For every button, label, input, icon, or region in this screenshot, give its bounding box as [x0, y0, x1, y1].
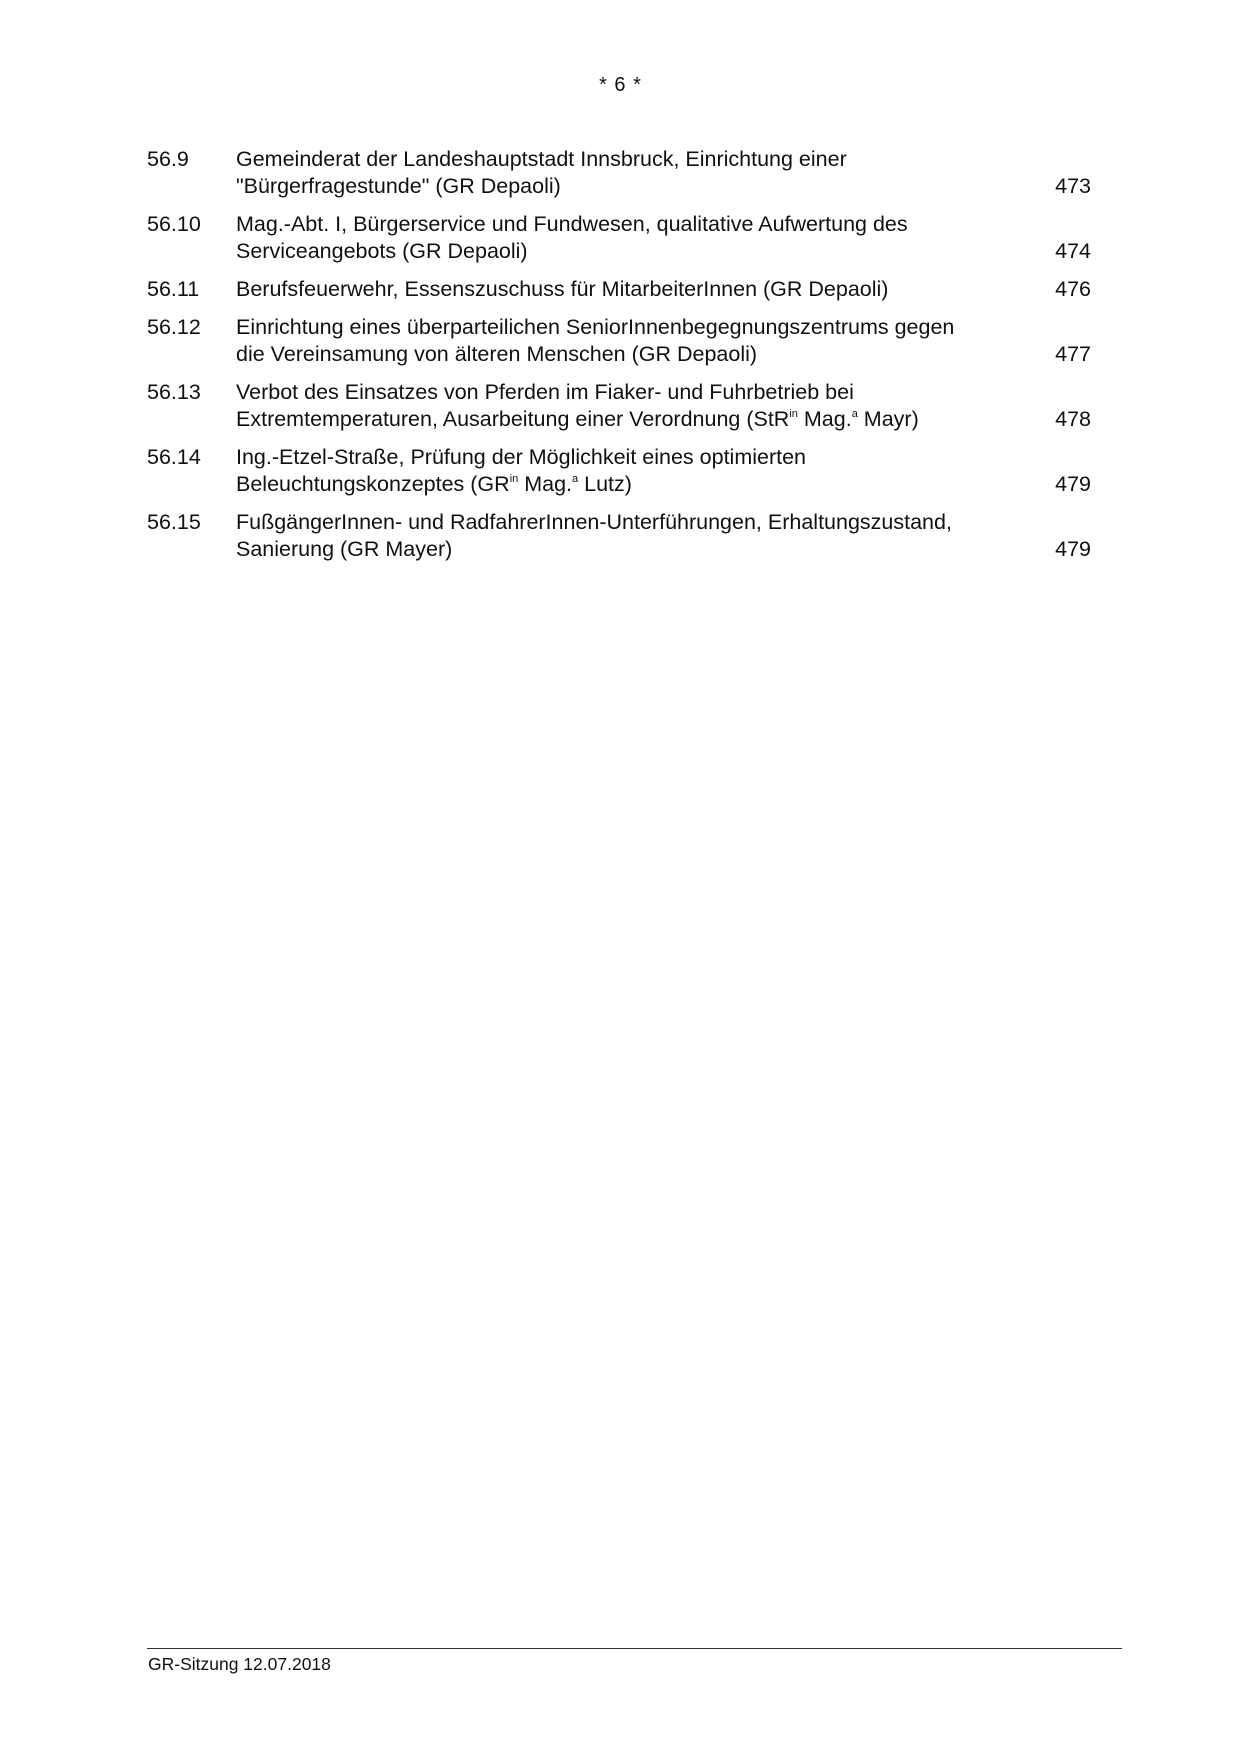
toc-entry-title: FußgängerInnen- und RadfahrerInnen-Unterführungen, Erhaltungszustand, Sanierung (GR Mayer): [236, 510, 952, 561]
toc-entry-number: 56.13: [147, 380, 201, 404]
toc-entry-page: 478: [1055, 407, 1091, 431]
page-number: * 6 *: [599, 74, 642, 96]
toc-entry: [147, 314, 1097, 368]
toc-entry: [147, 276, 1097, 303]
table-of-contents: [147, 146, 1097, 574]
footer-divider: [147, 1648, 1122, 1649]
toc-entry-page: 476: [1055, 277, 1091, 301]
toc-entry-number: 56.14: [147, 445, 201, 469]
toc-entry: [147, 211, 1097, 265]
toc-entry: [147, 509, 1097, 563]
toc-entry-title: Berufsfeuerwehr, Essenszuschuss für MitarbeiterInnen (GR Depaoli): [236, 277, 889, 301]
toc-entry-number: 56.9: [147, 147, 189, 171]
toc-entry-number: 56.12: [147, 315, 201, 339]
toc-entry-page: 474: [1055, 239, 1091, 263]
toc-entry-page: 479: [1055, 472, 1091, 496]
toc-entry: [147, 379, 1097, 433]
toc-entry-number: 56.10: [147, 212, 201, 236]
toc-entry-title: Ing.-Etzel-Straße, Prüfung der Möglichkeit eines optimierten Beleuchtungskonzeptes ($GR^{in}$ Mag.$^a$ Lutz): [236, 445, 807, 496]
toc-entry-title: Gemeinderat der Landeshauptstadt Innsbruck, Einrichtung einer "Bürgerfragestunde" (GR Depaoli): [236, 147, 847, 198]
toc-entry-page: 473: [1055, 174, 1091, 198]
toc-entry-title: Verbot des Einsatzes von Pferden im Fiaker- und Fuhrbetrieb bei Extremtemperaturen, Ausarbeitung einer Verordnung (StR$^{in}$ Mag.$^a$ Mayr): [236, 380, 919, 431]
toc-entry-page: 477: [1055, 342, 1091, 366]
toc-entry-number: 56.11: [147, 277, 200, 301]
toc-entry: [147, 444, 1097, 498]
toc-entry: [147, 146, 1097, 200]
footer-text: GR-Sitzung 12.07.2018: [148, 1654, 331, 1674]
toc-entry-title: Mag.-Abt. I, Bürgerservice und Fundwesen, qualitative Aufwertung des Serviceangebots (GR Depaoli): [236, 212, 908, 263]
toc-entry-title: Einrichtung eines überparteilichen SeniorInnenbegegnungszentrums gegen die Vereinsamung von älteren Menschen (GR Depaoli): [236, 315, 955, 366]
toc-entry-number: 56.15: [147, 510, 201, 534]
toc-entry-page: 479: [1055, 537, 1091, 561]
